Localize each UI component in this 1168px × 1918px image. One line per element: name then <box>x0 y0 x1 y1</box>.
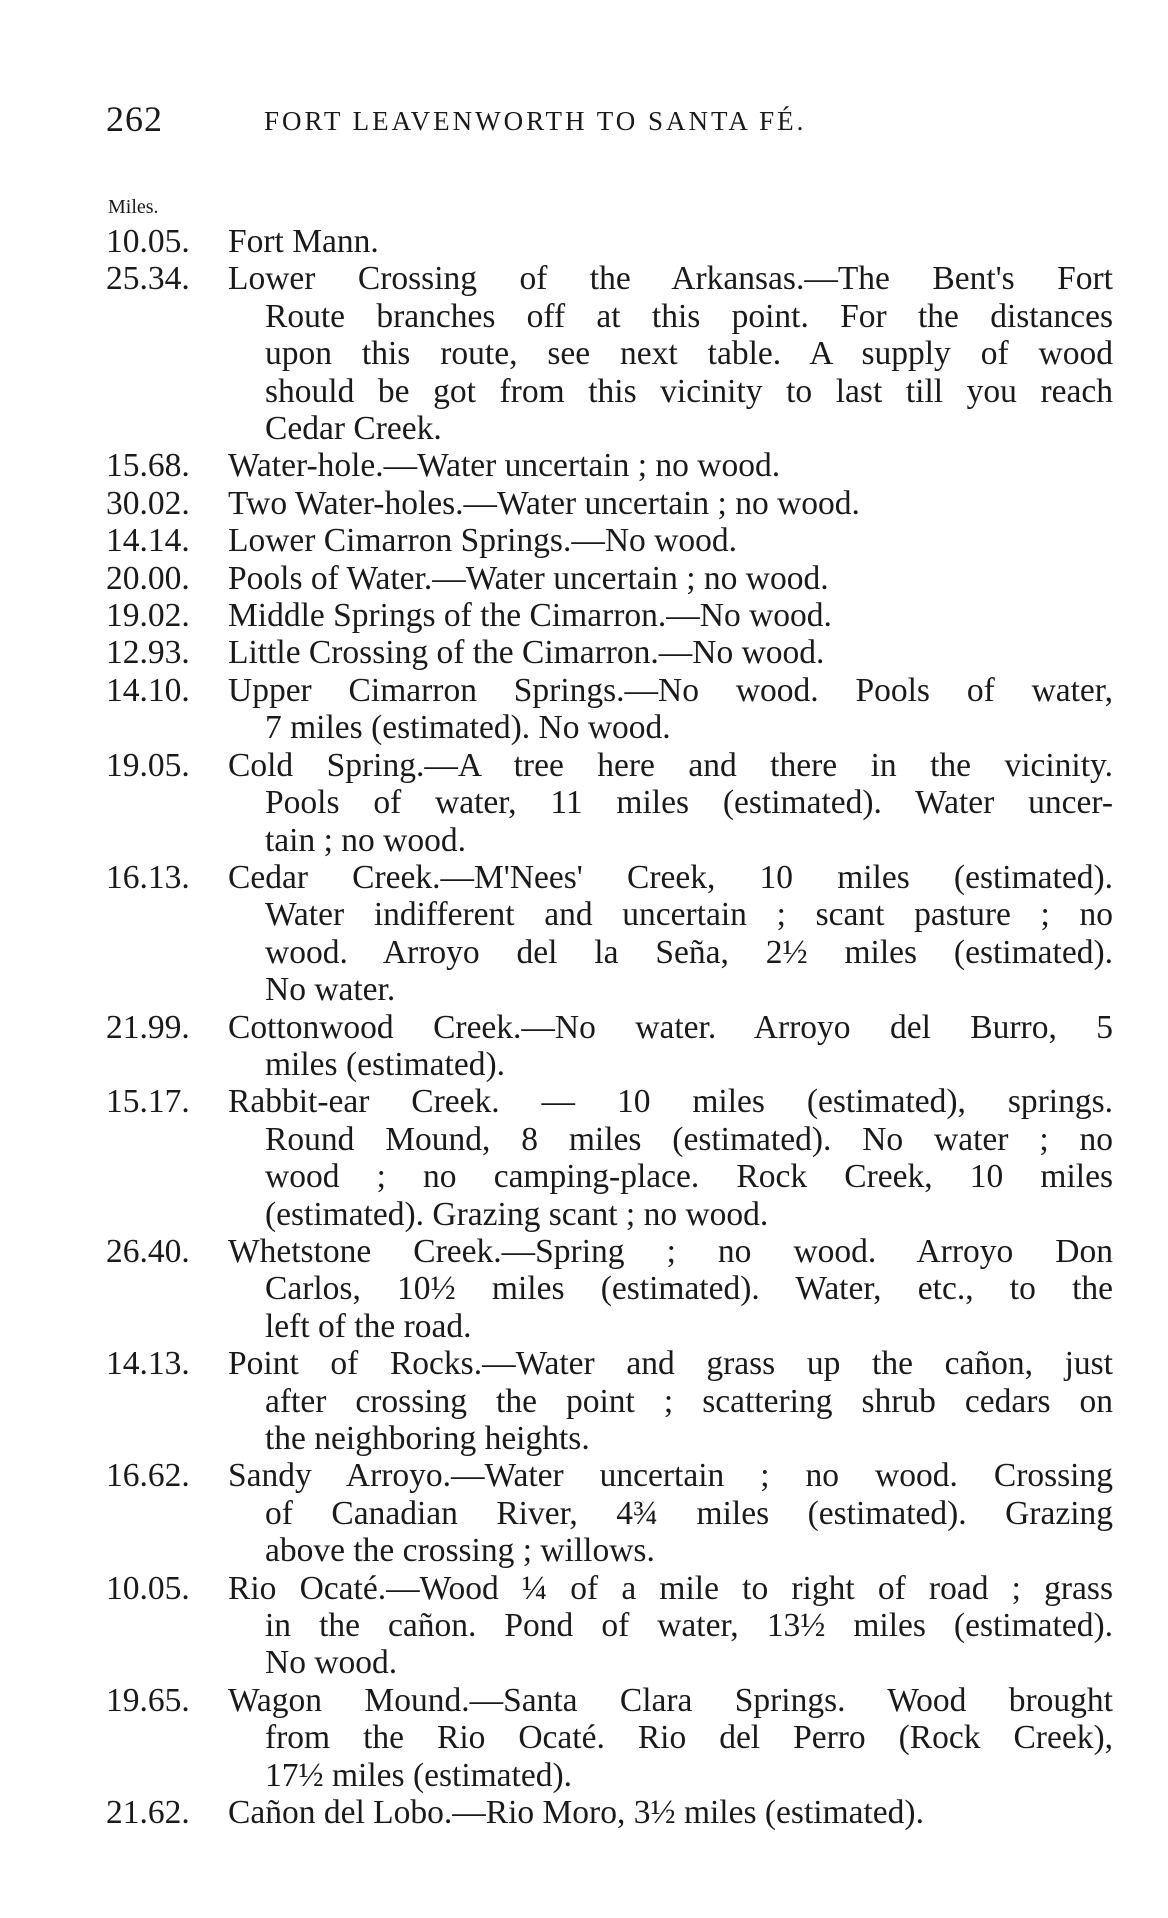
entry-description <box>228 1233 1113 1345</box>
entry-line: 17½ miles (estimated). <box>265 1756 573 1794</box>
entry-description <box>228 560 1113 597</box>
entry-line: Water-hole.—Water uncertain ; no wood. <box>228 447 781 485</box>
entry-description <box>228 1794 1113 1831</box>
entry-line: Little Crossing of the Cimarron.—No wood. <box>228 634 825 672</box>
entry-line: Wagon Mound.—Santa Clara Springs. Wood brought <box>228 1681 1113 1719</box>
entry-line: Cottonwood Creek.—No water. Arroyo del Burro, 5 <box>228 1008 1113 1046</box>
entry-description <box>228 597 1113 634</box>
entry-line: Water indifferent and uncertain ; scant pasture ; no <box>265 896 1113 934</box>
itinerary-entry <box>0 260 1168 447</box>
entry-miles: 20.00. <box>106 559 190 597</box>
entry-line: left of the road. <box>265 1307 472 1345</box>
entry-miles: 16.62. <box>106 1457 190 1495</box>
entry-description <box>228 522 1113 559</box>
entry-line: Round Mound, 8 miles (estimated). No water ; no <box>265 1120 1113 1158</box>
itinerary-entry <box>0 522 1168 559</box>
entry-line: Sandy Arroyo.—Water uncertain ; no wood. Crossing <box>228 1457 1113 1495</box>
itinerary-entry <box>0 1083 1168 1233</box>
itinerary-entry <box>0 1345 1168 1457</box>
entry-line: Rabbit-ear Creek. — 10 miles (estimated), springs. <box>228 1083 1113 1121</box>
entry-miles: 16.13. <box>106 858 190 896</box>
itinerary-entry <box>0 560 1168 597</box>
entry-line: Lower Crossing of the Arkansas.—The Bent's Fort <box>228 260 1113 298</box>
entry-miles: 14.14. <box>106 522 190 560</box>
entry-line: in the cañon. Pond of water, 13½ miles (estimated). <box>265 1607 1113 1645</box>
entry-description <box>228 1009 1113 1084</box>
entry-description <box>228 447 1113 484</box>
itinerary-entry <box>0 747 1168 859</box>
entry-miles: 30.02. <box>106 484 190 522</box>
entry-line: Cold Spring.—A tree here and there in the vicinity. <box>228 746 1113 784</box>
itinerary-table <box>0 223 1168 1831</box>
entry-line: should be got from this vicinity to last till you reach <box>265 372 1113 410</box>
entry-miles: 26.40. <box>106 1232 190 1270</box>
entry-miles: 12.93. <box>106 634 190 672</box>
itinerary-entry <box>0 1794 1168 1831</box>
entry-line: Cañon del Lobo.—Rio Moro, 3½ miles (estimated). <box>228 1794 924 1832</box>
entry-miles: 19.02. <box>106 597 190 635</box>
entry-description <box>228 1345 1113 1457</box>
itinerary-entry <box>0 1682 1168 1794</box>
itinerary-entry <box>0 447 1168 484</box>
itinerary-entry <box>0 859 1168 1009</box>
entry-line: Carlos, 10½ miles (estimated). Water, etc., to the <box>265 1270 1113 1308</box>
running-head <box>106 98 1106 138</box>
entry-line: Middle Springs of the Cimarron.—No wood. <box>228 597 832 635</box>
entry-description <box>228 1570 1113 1682</box>
entry-miles: 21.62. <box>106 1794 190 1832</box>
entry-description <box>228 634 1113 671</box>
itinerary-entry <box>0 485 1168 522</box>
page-number: 262 <box>106 99 163 139</box>
entry-description <box>228 485 1113 522</box>
entry-line: above the crossing ; willows. <box>265 1532 655 1570</box>
entry-line: Route branches off at this point. For the distances <box>265 297 1113 335</box>
entry-line: from the Rio Ocaté. Rio del Perro (Rock Creek), <box>265 1719 1113 1757</box>
entry-line: Cedar Creek. <box>265 410 442 448</box>
entry-miles: 19.65. <box>106 1681 190 1719</box>
entry-description <box>228 260 1113 447</box>
entry-line: of Canadian River, 4¾ miles (estimated). Grazing <box>265 1494 1113 1532</box>
miles-column-label: Miles. <box>108 196 159 218</box>
entry-description <box>228 223 1113 260</box>
entry-miles: 10.05. <box>106 223 190 260</box>
entry-line: No water. <box>265 971 396 1009</box>
entry-miles: 10.05. <box>106 1569 190 1607</box>
entry-line: upon this route, see next table. A supply of wood <box>265 335 1113 373</box>
itinerary-entry <box>0 1570 1168 1682</box>
entry-miles: 25.34. <box>106 260 190 298</box>
entry-description <box>228 1083 1113 1233</box>
entry-line: Upper Cimarron Springs.—No wood. Pools of water, <box>228 671 1113 709</box>
entry-line: Whetstone Creek.—Spring ; no wood. Arroyo Don <box>228 1232 1113 1270</box>
entry-line: after crossing the point ; scattering shrub cedars on <box>265 1382 1113 1420</box>
itinerary-entry <box>0 1009 1168 1084</box>
entry-description <box>228 672 1113 747</box>
entry-line: wood ; no camping-place. Rock Creek, 10 miles <box>265 1158 1113 1196</box>
page-heading: FORT LEAVENWORTH TO SANTA FÉ. <box>264 106 807 136</box>
itinerary-entry <box>0 1457 1168 1569</box>
itinerary-entry <box>0 672 1168 747</box>
entry-description <box>228 1457 1113 1569</box>
entry-line: (estimated). Grazing scant ; no wood. <box>265 1195 769 1233</box>
itinerary-entry <box>0 597 1168 634</box>
entry-line: Lower Cimarron Springs.—No wood. <box>228 522 737 560</box>
entry-line: No wood. <box>265 1644 398 1682</box>
entry-description <box>228 747 1113 859</box>
entry-miles: 19.05. <box>106 746 190 784</box>
entry-miles: 21.99. <box>106 1008 190 1046</box>
entry-line: tain ; no wood. <box>265 821 466 859</box>
entry-miles: 15.68. <box>106 447 190 485</box>
entry-line: Fort Mann. <box>228 223 379 260</box>
entry-line: Pools of Water.—Water uncertain ; no wood. <box>228 559 829 597</box>
entry-line: miles (estimated). <box>265 1045 506 1083</box>
entry-line: Two Water-holes.—Water uncertain ; no wood. <box>228 484 860 522</box>
entry-miles: 14.13. <box>106 1345 190 1383</box>
entry-description <box>228 859 1113 1009</box>
entry-miles: 15.17. <box>106 1083 190 1121</box>
entry-line: the neighboring heights. <box>265 1420 590 1457</box>
itinerary-entry <box>0 223 1168 260</box>
itinerary-entry <box>0 634 1168 671</box>
entry-line: Rio Ocaté.—Wood ¼ of a mile to right of road ; grass <box>228 1569 1113 1607</box>
entry-line: Point of Rocks.—Water and grass up the cañon, just <box>228 1345 1113 1383</box>
entry-miles: 14.10. <box>106 671 190 709</box>
entry-line: Pools of water, 11 miles (estimated). Water uncer- <box>265 784 1113 822</box>
entry-line: wood. Arroyo del la Seña, 2½ miles (estimated). <box>265 933 1113 971</box>
entry-line: Cedar Creek.—M'Nees' Creek, 10 miles (estimated). <box>228 858 1113 896</box>
entry-line: 7 miles (estimated). No wood. <box>265 709 671 747</box>
itinerary-entry <box>0 1233 1168 1345</box>
entry-description <box>228 1682 1113 1794</box>
